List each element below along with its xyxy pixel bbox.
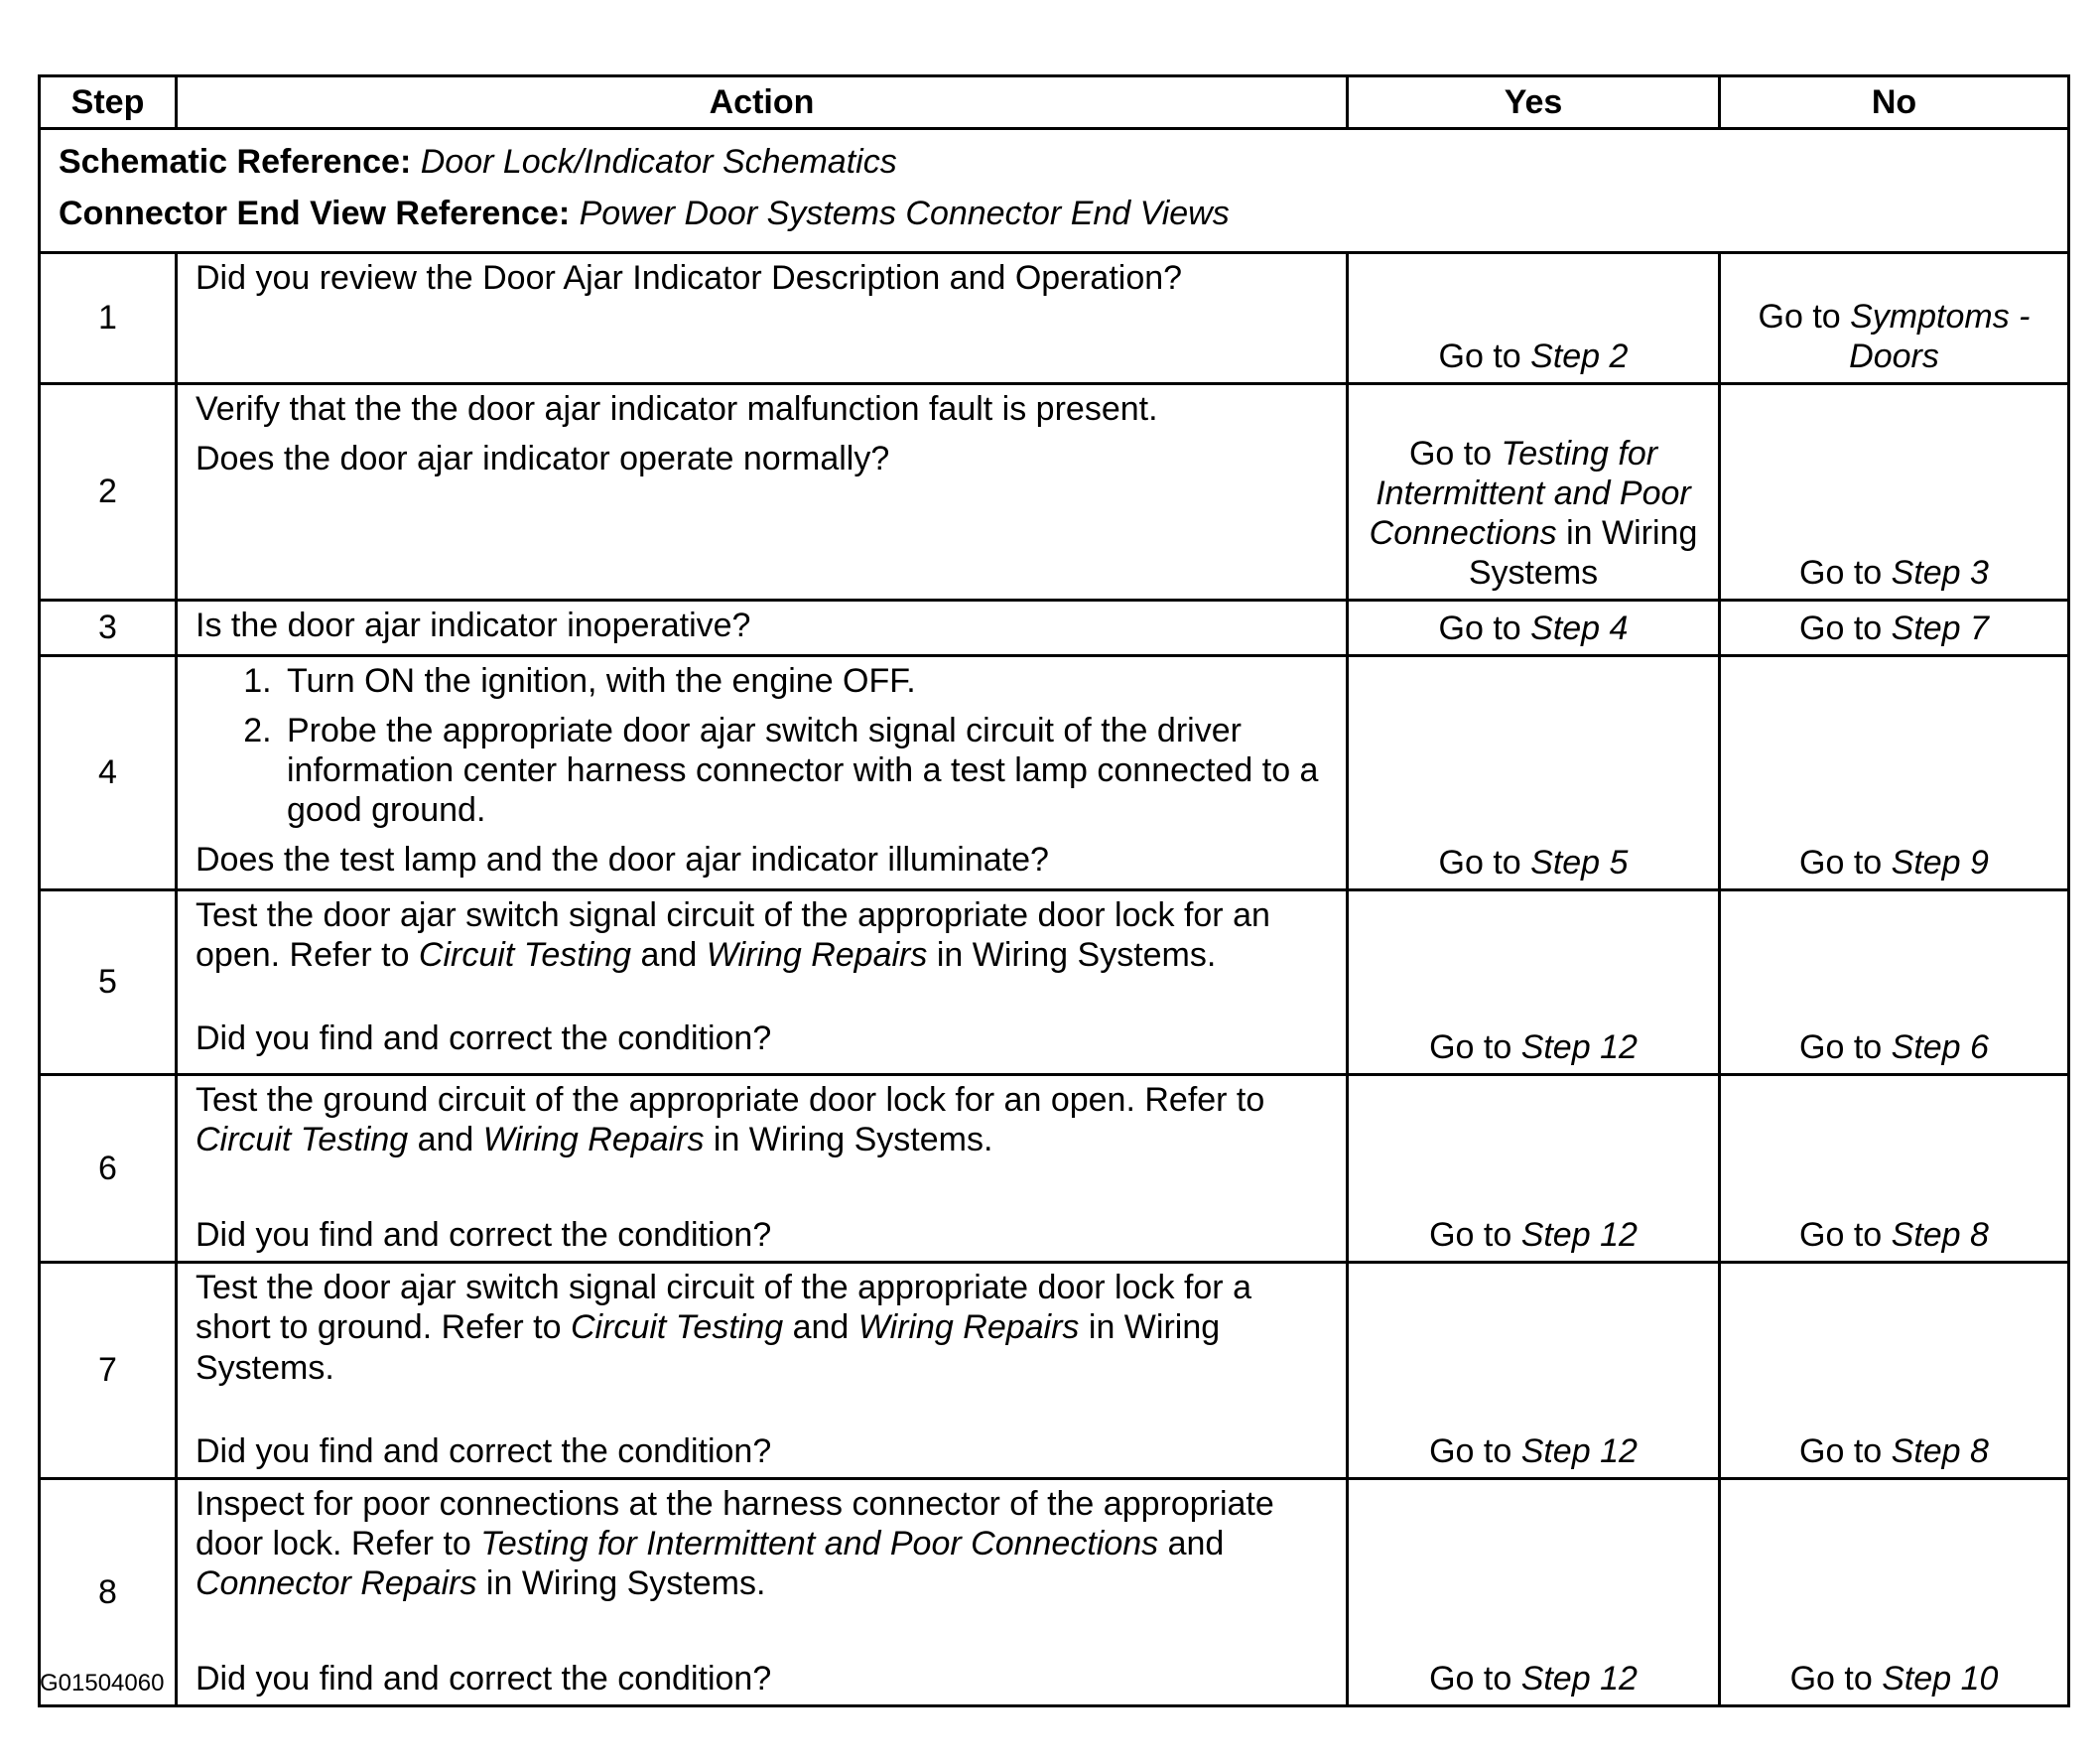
italic-reference: Wiring Repairs [857, 1308, 1080, 1347]
step-no-result [1720, 601, 2069, 656]
step-action [177, 1075, 1348, 1263]
text-run: and [631, 936, 707, 975]
reference-row [40, 129, 2069, 253]
step-row [40, 1075, 2069, 1263]
text-run: Go to [1408, 434, 1502, 473]
figure-id: G01504060 [40, 1670, 165, 1696]
action-paragraph [196, 1268, 1330, 1387]
italic-reference: Testing for Intermittent and Poor Connections [1369, 434, 1691, 552]
step-number: 7 [40, 1263, 177, 1478]
text-run: Inspect for poor connections at the harness connector of the appropriate door lock. Refer to [196, 1484, 1274, 1562]
step-number: 8 [40, 1478, 177, 1705]
italic-reference: Step 6 [1891, 1027, 1989, 1066]
step-number: 4 [40, 656, 177, 890]
action-substep: 1. Turn ON the ignition, with the engine OFF. [281, 661, 1330, 701]
text-run: in Wiring Systems. [196, 1308, 1221, 1387]
italic-reference: Step 12 [1520, 1027, 1638, 1066]
italic-reference: Step 7 [1891, 609, 1989, 647]
header-yes: Yes [1348, 76, 1720, 129]
italic-reference: Circuit Testing [570, 1308, 784, 1347]
diagnostic-table [38, 74, 2070, 1707]
italic-reference: Step 9 [1891, 843, 1989, 882]
text-run: Go to [1799, 1431, 1892, 1470]
step-number: 2 [40, 384, 177, 601]
text-run: Go to [1438, 609, 1531, 647]
italic-reference: Circuit Testing [196, 1121, 409, 1159]
italic-reference: Testing for Intermittent and Poor Connections [480, 1524, 1159, 1562]
header-action: Action [177, 76, 1348, 129]
step-no-result [1720, 384, 2069, 601]
connector-reference [59, 188, 2049, 239]
italic-reference: Step 5 [1530, 843, 1629, 882]
action-paragraph [196, 258, 1330, 298]
schematic-reference [59, 136, 2049, 188]
step-action [177, 890, 1348, 1075]
step-no-result [1720, 1478, 2069, 1705]
step-yes-result [1348, 656, 1720, 890]
action-paragraph [196, 1080, 1330, 1159]
connector-reference-value: Power Door Systems Connector End Views [579, 195, 1230, 232]
text-run: Go to [1789, 1660, 1883, 1698]
text-run: Is the door ajar indicator inoperative? [196, 607, 751, 644]
action-question: Did you find and correct the condition? [196, 1660, 772, 1698]
text-run: and [783, 1308, 858, 1347]
step-action [177, 253, 1348, 384]
action-substeps [196, 661, 1330, 830]
italic-reference: Step 3 [1891, 553, 1989, 592]
step-row [40, 656, 2069, 890]
italic-reference: Step 12 [1520, 1431, 1638, 1470]
step-row [40, 601, 2069, 656]
step-yes-result [1348, 384, 1720, 601]
action-paragraph [196, 389, 1330, 429]
italic-reference: Step 8 [1891, 1216, 1989, 1255]
text-run: Verify that the the door ajar indicator malfunction fault is present. [196, 390, 1158, 428]
text-run: in Wiring Systems [1468, 513, 1698, 592]
italic-reference: Step 8 [1891, 1431, 1989, 1470]
action-paragraph [196, 1484, 1330, 1603]
step-row [40, 890, 2069, 1075]
italic-reference: Wiring Repairs [482, 1121, 705, 1159]
step-row [40, 1263, 2069, 1478]
schematic-reference-value: Door Lock/Indicator Schematics [420, 143, 897, 181]
text-run: Go to [1799, 1027, 1892, 1066]
step-action [177, 656, 1348, 890]
text-run: Did you review the Door Ajar Indicator Description and Operation? [196, 259, 1183, 297]
text-run: and [1158, 1524, 1225, 1562]
step-row [40, 253, 2069, 384]
text-run: in Wiring Systems. [704, 1121, 993, 1159]
step-yes-result [1348, 890, 1720, 1075]
text-run: Go to [1438, 337, 1531, 375]
action-question: Did you find and correct the condition? [196, 1019, 772, 1058]
text-run: Go to [1799, 609, 1892, 647]
action-question: Does the test lamp and the door ajar indicator illuminate? [196, 841, 1049, 880]
italic-reference: Step 2 [1530, 337, 1629, 375]
action-paragraph [196, 606, 1330, 645]
italic-reference: Connector Repairs [196, 1563, 477, 1602]
action-question: Did you find and correct the condition? [196, 1431, 772, 1470]
step-row [40, 384, 2069, 601]
text-run: Go to [1799, 553, 1892, 592]
schematic-reference-label: Schematic Reference: [59, 143, 412, 181]
italic-reference: Step 12 [1520, 1216, 1638, 1255]
text-run: Go to [1429, 1431, 1521, 1470]
action-paragraph [196, 895, 1330, 975]
text-run: Go to [1429, 1660, 1521, 1698]
text-run: Does the door ajar indicator operate normally? [196, 440, 890, 478]
step-no-result [1720, 1075, 2069, 1263]
step-row [40, 1478, 2069, 1705]
text-run: Go to [1438, 843, 1531, 882]
italic-reference: Circuit Testing [418, 936, 632, 975]
step-no-result [1720, 656, 2069, 890]
connector-reference-label: Connector End View Reference: [59, 195, 571, 232]
step-no-result [1720, 1263, 2069, 1478]
header-no: No [1720, 76, 2069, 129]
step-number: 3 [40, 601, 177, 656]
text-run: and [408, 1121, 483, 1159]
action-question: Did you find and correct the condition? [196, 1216, 772, 1255]
step-action [177, 384, 1348, 601]
text-run: in Wiring Systems. [476, 1563, 766, 1602]
step-yes-result [1348, 253, 1720, 384]
text-run: Go to [1799, 1216, 1892, 1255]
header-row [40, 76, 2069, 129]
step-action [177, 1478, 1348, 1705]
text-run: in Wiring Systems. [927, 936, 1217, 975]
text-run: Test the ground circuit of the appropriate door lock for an open. Refer to [196, 1081, 1265, 1119]
italic-reference: Step 12 [1520, 1660, 1638, 1698]
text-run: Go to [1799, 843, 1892, 882]
italic-reference: Step 4 [1530, 609, 1629, 647]
italic-reference: Step 10 [1882, 1660, 1999, 1698]
text-run: Go to [1429, 1216, 1521, 1255]
step-number: 6 [40, 1075, 177, 1263]
text-run: Test the door ajar switch signal circuit of the appropriate door lock for a short to ground. Refer to [196, 1269, 1251, 1347]
step-action [177, 1263, 1348, 1478]
text-run: Test the door ajar switch signal circuit of the appropriate door lock for an open. Refer to [196, 896, 1270, 975]
action-paragraph [196, 439, 1330, 478]
step-no-result [1720, 890, 2069, 1075]
reference-cell [40, 129, 2069, 253]
action-substep: 2. Probe the appropriate door ajar switch signal circuit of the driver information center harness connector with a test lamp connected to a good ground. [281, 711, 1330, 830]
step-action [177, 601, 1348, 656]
header-step: Step [40, 76, 177, 129]
step-number: 1 [40, 253, 177, 384]
italic-reference: Symptoms - Doors [1849, 297, 2031, 375]
italic-reference: Wiring Repairs [706, 936, 928, 975]
text-run: Go to [1429, 1027, 1521, 1066]
text-run: Go to [1758, 297, 1851, 336]
step-yes-result [1348, 1478, 1720, 1705]
step-yes-result [1348, 601, 1720, 656]
step-number: 5 [40, 890, 177, 1075]
step-yes-result [1348, 1263, 1720, 1478]
step-yes-result [1348, 1075, 1720, 1263]
step-no-result [1720, 253, 2069, 384]
